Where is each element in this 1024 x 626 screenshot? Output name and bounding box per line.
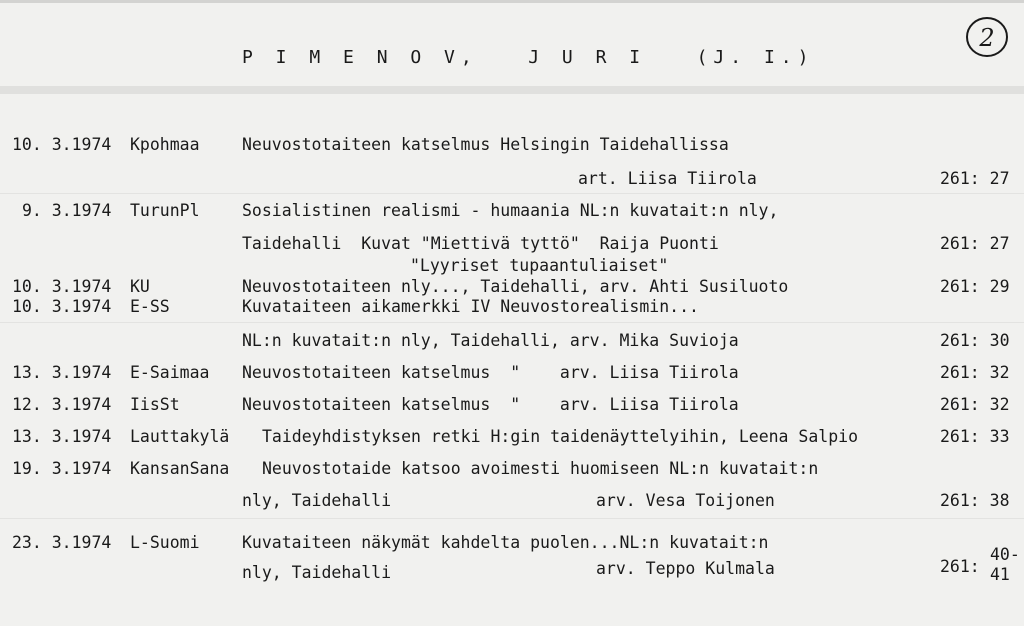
entry-text: nly, Taidehalli bbox=[242, 563, 392, 582]
entry-source: TurunPl bbox=[130, 201, 200, 220]
entry-ref: 261: 27 bbox=[940, 234, 1010, 253]
entry-text: Neuvostotaiteen katselmus " arv. Liisa Tiirola bbox=[242, 363, 739, 382]
entry-date: 13. 3.1974 bbox=[12, 363, 112, 382]
entry-text: Neuvostotaiteen katselmus Helsingin Taidehallissa bbox=[242, 135, 729, 154]
entry-source: E-SS bbox=[130, 297, 170, 316]
entry-ref: 261: 29 bbox=[940, 277, 1010, 296]
entry-text: NL:n kuvatait:n nly, Taidehalli, arv. Mika Suvioja bbox=[242, 331, 739, 350]
entry-date: 9. 3.1974 bbox=[22, 201, 112, 220]
entry-ref-pages: 41 bbox=[990, 565, 1010, 584]
ruled-line bbox=[0, 193, 1024, 194]
entry-source: L-Suomi bbox=[130, 533, 200, 552]
entry-ref: 261: 38 bbox=[940, 491, 1010, 510]
entry-ref: 261: bbox=[940, 557, 980, 576]
entry-text: arv. Teppo Kulmala bbox=[596, 559, 775, 578]
entry-text: arv. Vesa Toijonen bbox=[596, 491, 775, 510]
ruled-line bbox=[0, 322, 1024, 323]
entry-date: 12. 3.1974 bbox=[12, 395, 112, 414]
entry-text: Neuvostotaiteen nly..., Taidehalli, arv. Ahti Susiluoto bbox=[242, 277, 789, 296]
entry-source: IisSt bbox=[130, 395, 180, 414]
entry-ref: 261: 32 bbox=[940, 395, 1010, 414]
ruled-line bbox=[0, 518, 1024, 519]
header-rule bbox=[0, 86, 1024, 94]
entry-text: Kuvataiteen näkymät kahdelta puolen...NL:n kuvatait:n bbox=[242, 533, 769, 552]
entry-text: Neuvostotaide katsoo avoimesti huomiseen NL:n kuvatait:n bbox=[262, 459, 819, 478]
entry-source: E-Saimaa bbox=[130, 363, 210, 382]
entry-source: KU bbox=[130, 277, 150, 296]
entry-ref-pages: 40- bbox=[990, 545, 1020, 564]
entry-ref: 261: 33 bbox=[940, 427, 1010, 446]
entry-text: "Lyyriset tupaantuliaiset" bbox=[410, 256, 669, 275]
entry-date: 13. 3.1974 bbox=[12, 427, 112, 446]
card-number: 2 bbox=[979, 24, 995, 52]
entry-date: 10. 3.1974 bbox=[12, 135, 112, 154]
entry-text: art. Liisa Tiirola bbox=[578, 169, 757, 188]
entry-text: Kuvataiteen aikamerkki IV Neuvostorealismin... bbox=[242, 297, 699, 316]
entry-ref: 261: 32 bbox=[940, 363, 1010, 382]
card-title: P I M E N O V, J U R I (J. I.) bbox=[242, 47, 815, 68]
entry-source: KansanSana bbox=[130, 459, 230, 478]
entry-ref: 261: 30 bbox=[940, 331, 1010, 350]
entry-text: Sosialistinen realismi - humaania NL:n kuvatait:n nly, bbox=[242, 201, 779, 220]
card-number-badge bbox=[964, 14, 1010, 60]
entry-source: Kpohmaa bbox=[130, 135, 200, 154]
entry-text: Neuvostotaiteen katselmus " arv. Liisa Tiirola bbox=[242, 395, 739, 414]
entry-text: Taidehalli Kuvat "Miettivä tyttö" Raija Puonti bbox=[242, 234, 719, 253]
entry-source: Lauttakylä bbox=[130, 427, 230, 446]
entry-date: 10. 3.1974 bbox=[12, 277, 112, 296]
entry-date: 19. 3.1974 bbox=[12, 459, 112, 478]
entry-text: Taideyhdistyksen retki H:gin taidenäyttelyihin, Leena Salpio bbox=[262, 427, 859, 446]
entry-text: nly, Taidehalli bbox=[242, 491, 392, 510]
entry-date: 23. 3.1974 bbox=[12, 533, 112, 552]
entry-ref: 261: 27 bbox=[940, 169, 1010, 188]
entry-date: 10. 3.1974 bbox=[12, 297, 112, 316]
scan-edge bbox=[0, 0, 1024, 3]
